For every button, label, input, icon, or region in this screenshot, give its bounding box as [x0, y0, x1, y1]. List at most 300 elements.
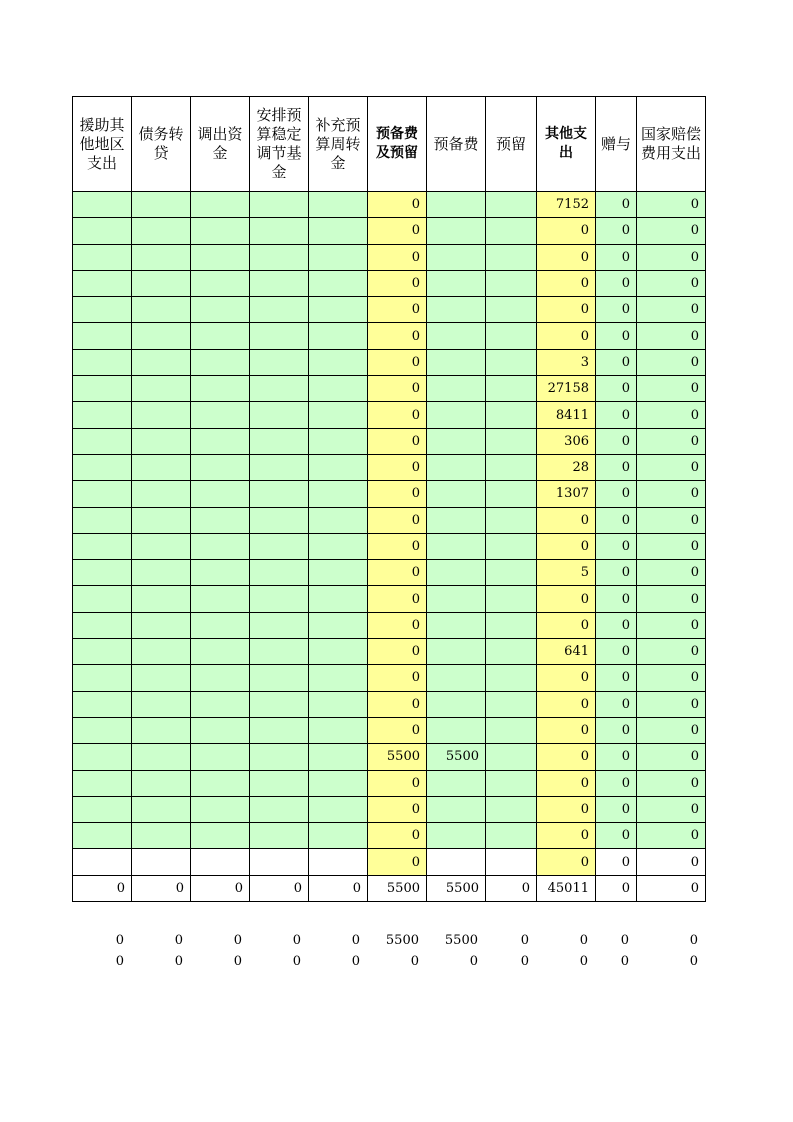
table-cell[interactable] — [132, 297, 191, 323]
table-cell[interactable] — [309, 270, 368, 296]
total-cell[interactable]: 0 — [250, 875, 309, 901]
table-cell[interactable] — [191, 744, 250, 770]
table-cell[interactable] — [427, 849, 486, 875]
table-cell[interactable] — [486, 744, 537, 770]
table-cell[interactable] — [486, 270, 537, 296]
table-cell[interactable] — [73, 218, 132, 244]
col-header-gift[interactable]: 赠与 — [596, 97, 637, 192]
table-cell[interactable] — [427, 192, 486, 218]
table-cell[interactable] — [132, 796, 191, 822]
table-cell[interactable] — [73, 376, 132, 402]
table-cell[interactable] — [73, 796, 132, 822]
table-cell[interactable] — [73, 717, 132, 743]
table-cell[interactable] — [73, 665, 132, 691]
table-cell[interactable] — [73, 823, 132, 849]
table-cell[interactable] — [486, 428, 537, 454]
table-cell[interactable]: 5 — [537, 560, 596, 586]
table-cell[interactable] — [250, 507, 309, 533]
table-cell[interactable] — [250, 376, 309, 402]
table-cell[interactable] — [427, 612, 486, 638]
table-cell[interactable]: 0 — [637, 796, 706, 822]
total-cell[interactable]: 0 — [637, 875, 706, 901]
table-cell[interactable]: 0 — [537, 665, 596, 691]
table-cell[interactable] — [309, 533, 368, 559]
table-cell[interactable]: 0 — [637, 454, 706, 480]
table-cell[interactable] — [427, 823, 486, 849]
table-cell[interactable]: 0 — [596, 665, 637, 691]
table-cell[interactable] — [132, 560, 191, 586]
table-cell[interactable] — [191, 428, 250, 454]
col-header-other-expenditure[interactable]: 其他支出 — [537, 97, 596, 192]
table-cell[interactable]: 5500 — [427, 744, 486, 770]
table-cell[interactable] — [427, 428, 486, 454]
table-cell[interactable] — [73, 428, 132, 454]
table-cell[interactable]: 0 — [368, 691, 427, 717]
table-cell[interactable] — [191, 717, 250, 743]
table-cell[interactable] — [486, 665, 537, 691]
table-cell[interactable] — [486, 218, 537, 244]
table-cell[interactable] — [191, 849, 250, 875]
table-cell[interactable] — [486, 454, 537, 480]
table-cell[interactable]: 0 — [596, 796, 637, 822]
table-cell[interactable]: 0 — [537, 323, 596, 349]
table-cell[interactable] — [309, 717, 368, 743]
table-cell[interactable] — [132, 744, 191, 770]
table-cell[interactable]: 0 — [596, 481, 637, 507]
table-cell[interactable]: 0 — [537, 744, 596, 770]
table-cell[interactable]: 0 — [368, 454, 427, 480]
table-cell[interactable] — [427, 507, 486, 533]
table-cell[interactable] — [486, 533, 537, 559]
table-cell[interactable] — [250, 665, 309, 691]
table-cell[interactable] — [73, 560, 132, 586]
table-cell[interactable] — [73, 270, 132, 296]
table-cell[interactable] — [309, 402, 368, 428]
table-cell[interactable] — [486, 481, 537, 507]
table-cell[interactable]: 0 — [596, 454, 637, 480]
table-cell[interactable]: 641 — [537, 639, 596, 665]
table-cell[interactable]: 0 — [596, 428, 637, 454]
table-cell[interactable]: 0 — [637, 270, 706, 296]
table-cell[interactable]: 0 — [637, 297, 706, 323]
table-cell[interactable]: 0 — [537, 770, 596, 796]
table-cell[interactable]: 1307 — [537, 481, 596, 507]
table-cell[interactable]: 27158 — [537, 376, 596, 402]
table-cell[interactable]: 0 — [596, 823, 637, 849]
table-cell[interactable]: 8411 — [537, 402, 596, 428]
table-cell[interactable] — [191, 507, 250, 533]
table-cell[interactable]: 0 — [637, 717, 706, 743]
table-cell[interactable] — [191, 612, 250, 638]
table-cell[interactable]: 0 — [637, 612, 706, 638]
table-cell[interactable] — [250, 533, 309, 559]
table-cell[interactable]: 0 — [637, 192, 706, 218]
table-cell[interactable] — [73, 533, 132, 559]
table-cell[interactable] — [309, 218, 368, 244]
table-cell[interactable] — [427, 402, 486, 428]
table-cell[interactable] — [250, 270, 309, 296]
table-cell[interactable] — [132, 691, 191, 717]
table-cell[interactable] — [309, 612, 368, 638]
table-cell[interactable]: 0 — [368, 507, 427, 533]
table-cell[interactable]: 0 — [537, 297, 596, 323]
table-cell[interactable] — [309, 849, 368, 875]
table-cell[interactable] — [309, 665, 368, 691]
table-cell[interactable]: 0 — [637, 849, 706, 875]
table-cell[interactable]: 0 — [596, 717, 637, 743]
table-cell[interactable]: 0 — [596, 612, 637, 638]
table-cell[interactable] — [250, 244, 309, 270]
table-cell[interactable]: 0 — [596, 507, 637, 533]
table-cell[interactable]: 0 — [368, 349, 427, 375]
table-cell[interactable] — [250, 612, 309, 638]
table-cell[interactable] — [250, 297, 309, 323]
table-cell[interactable] — [309, 691, 368, 717]
table-cell[interactable] — [486, 823, 537, 849]
table-cell[interactable] — [132, 586, 191, 612]
table-cell[interactable] — [427, 796, 486, 822]
table-cell[interactable]: 0 — [368, 717, 427, 743]
table-cell[interactable] — [73, 323, 132, 349]
table-cell[interactable] — [486, 560, 537, 586]
table-cell[interactable]: 0 — [637, 323, 706, 349]
table-cell[interactable] — [73, 349, 132, 375]
table-cell[interactable] — [309, 244, 368, 270]
table-cell[interactable] — [132, 612, 191, 638]
total-cell[interactable]: 45011 — [537, 875, 596, 901]
table-cell[interactable] — [132, 270, 191, 296]
table-cell[interactable] — [427, 297, 486, 323]
table-cell[interactable] — [250, 744, 309, 770]
table-cell[interactable]: 0 — [368, 376, 427, 402]
table-cell[interactable] — [250, 849, 309, 875]
table-cell[interactable] — [132, 376, 191, 402]
table-cell[interactable] — [250, 192, 309, 218]
table-cell[interactable]: 0 — [537, 796, 596, 822]
table-cell[interactable] — [427, 218, 486, 244]
total-cell[interactable]: 5500 — [368, 875, 427, 901]
table-cell[interactable] — [132, 244, 191, 270]
table-cell[interactable]: 0 — [596, 744, 637, 770]
table-cell[interactable] — [73, 612, 132, 638]
table-cell[interactable] — [309, 428, 368, 454]
table-cell[interactable] — [73, 770, 132, 796]
col-header-debt-onlending[interactable]: 债务转贷 — [132, 97, 191, 192]
table-cell[interactable] — [250, 639, 309, 665]
table-cell[interactable] — [132, 323, 191, 349]
table-cell[interactable]: 0 — [537, 612, 596, 638]
table-cell[interactable] — [191, 454, 250, 480]
table-cell[interactable]: 0 — [368, 192, 427, 218]
table-cell[interactable]: 0 — [537, 586, 596, 612]
table-cell[interactable] — [427, 270, 486, 296]
table-cell[interactable] — [486, 244, 537, 270]
table-cell[interactable] — [132, 533, 191, 559]
table-cell[interactable]: 0 — [637, 481, 706, 507]
table-cell[interactable]: 0 — [596, 849, 637, 875]
table-cell[interactable] — [132, 192, 191, 218]
col-header-reserve-and-retention[interactable]: 预备费及预留 — [368, 97, 427, 192]
table-cell[interactable] — [427, 691, 486, 717]
table-cell[interactable] — [486, 376, 537, 402]
table-cell[interactable]: 0 — [637, 244, 706, 270]
table-cell[interactable]: 5500 — [368, 744, 427, 770]
table-cell[interactable] — [191, 823, 250, 849]
table-cell[interactable] — [191, 665, 250, 691]
table-cell[interactable] — [309, 639, 368, 665]
table-cell[interactable]: 0 — [368, 218, 427, 244]
table-cell[interactable] — [427, 560, 486, 586]
table-cell[interactable] — [191, 349, 250, 375]
table-cell[interactable]: 0 — [637, 533, 706, 559]
table-cell[interactable] — [309, 507, 368, 533]
table-cell[interactable] — [486, 717, 537, 743]
table-cell[interactable] — [486, 297, 537, 323]
table-cell[interactable] — [191, 796, 250, 822]
table-cell[interactable] — [250, 823, 309, 849]
table-cell[interactable] — [309, 192, 368, 218]
table-cell[interactable] — [250, 717, 309, 743]
table-cell[interactable] — [132, 402, 191, 428]
table-cell[interactable]: 0 — [596, 533, 637, 559]
table-cell[interactable] — [191, 297, 250, 323]
table-cell[interactable] — [73, 481, 132, 507]
table-cell[interactable]: 0 — [368, 270, 427, 296]
table-cell[interactable]: 0 — [596, 244, 637, 270]
total-cell[interactable]: 0 — [73, 875, 132, 901]
table-cell[interactable] — [427, 349, 486, 375]
table-cell[interactable] — [486, 770, 537, 796]
table-cell[interactable]: 0 — [596, 770, 637, 796]
table-cell[interactable]: 0 — [368, 323, 427, 349]
col-header-revolving-fund[interactable]: 补充预算周转金 — [309, 97, 368, 192]
table-cell[interactable]: 0 — [537, 533, 596, 559]
table-cell[interactable] — [191, 481, 250, 507]
table-cell[interactable]: 306 — [537, 428, 596, 454]
table-cell[interactable] — [309, 586, 368, 612]
table-cell[interactable] — [132, 507, 191, 533]
table-cell[interactable] — [191, 323, 250, 349]
table-cell[interactable] — [309, 349, 368, 375]
table-cell[interactable] — [132, 849, 191, 875]
col-header-transfer-out[interactable]: 调出资金 — [191, 97, 250, 192]
table-cell[interactable] — [427, 665, 486, 691]
table-cell[interactable]: 0 — [368, 481, 427, 507]
table-cell[interactable] — [486, 349, 537, 375]
table-cell[interactable] — [191, 218, 250, 244]
table-cell[interactable]: 0 — [596, 192, 637, 218]
table-cell[interactable] — [250, 349, 309, 375]
table-cell[interactable] — [427, 770, 486, 796]
table-cell[interactable] — [250, 796, 309, 822]
col-header-reserve[interactable]: 预备费 — [427, 97, 486, 192]
table-cell[interactable] — [132, 770, 191, 796]
table-cell[interactable]: 3 — [537, 349, 596, 375]
table-cell[interactable] — [427, 533, 486, 559]
table-cell[interactable]: 0 — [537, 218, 596, 244]
table-cell[interactable] — [191, 560, 250, 586]
table-cell[interactable] — [73, 744, 132, 770]
table-cell[interactable]: 0 — [368, 560, 427, 586]
table-cell[interactable] — [250, 770, 309, 796]
table-cell[interactable] — [132, 454, 191, 480]
table-cell[interactable]: 0 — [368, 402, 427, 428]
table-cell[interactable]: 0 — [596, 691, 637, 717]
total-cell[interactable]: 0 — [486, 875, 537, 901]
total-cell[interactable]: 0 — [191, 875, 250, 901]
table-cell[interactable] — [191, 639, 250, 665]
table-cell[interactable]: 0 — [637, 691, 706, 717]
table-cell[interactable]: 0 — [368, 796, 427, 822]
table-cell[interactable]: 0 — [596, 639, 637, 665]
table-cell[interactable] — [309, 744, 368, 770]
table-cell[interactable] — [132, 717, 191, 743]
table-cell[interactable]: 0 — [368, 297, 427, 323]
table-cell[interactable] — [486, 691, 537, 717]
col-header-stabilization-fund[interactable]: 安排预算稳定调节基金 — [250, 97, 309, 192]
table-cell[interactable]: 0 — [368, 849, 427, 875]
table-cell[interactable] — [73, 691, 132, 717]
table-cell[interactable] — [427, 586, 486, 612]
table-cell[interactable] — [309, 481, 368, 507]
table-cell[interactable] — [73, 639, 132, 665]
table-cell[interactable] — [250, 481, 309, 507]
table-cell[interactable] — [73, 507, 132, 533]
table-cell[interactable]: 0 — [368, 639, 427, 665]
table-cell[interactable]: 0 — [368, 770, 427, 796]
table-cell[interactable] — [250, 586, 309, 612]
table-cell[interactable] — [309, 323, 368, 349]
table-cell[interactable] — [427, 323, 486, 349]
table-cell[interactable] — [132, 218, 191, 244]
table-cell[interactable]: 0 — [637, 376, 706, 402]
table-cell[interactable]: 0 — [637, 823, 706, 849]
table-cell[interactable]: 0 — [537, 244, 596, 270]
table-cell[interactable] — [486, 586, 537, 612]
table-cell[interactable]: 0 — [637, 744, 706, 770]
total-cell[interactable]: 0 — [596, 875, 637, 901]
table-cell[interactable]: 0 — [637, 639, 706, 665]
table-cell[interactable] — [191, 270, 250, 296]
table-cell[interactable] — [250, 323, 309, 349]
table-cell[interactable]: 0 — [368, 823, 427, 849]
table-cell[interactable]: 0 — [596, 376, 637, 402]
table-cell[interactable] — [486, 796, 537, 822]
total-cell[interactable]: 0 — [309, 875, 368, 901]
table-cell[interactable] — [191, 586, 250, 612]
table-cell[interactable] — [73, 586, 132, 612]
table-cell[interactable]: 0 — [637, 507, 706, 533]
table-cell[interactable] — [427, 376, 486, 402]
table-cell[interactable] — [73, 402, 132, 428]
table-cell[interactable]: 0 — [596, 218, 637, 244]
table-cell[interactable] — [250, 428, 309, 454]
col-header-retention[interactable]: 预留 — [486, 97, 537, 192]
table-cell[interactable] — [486, 849, 537, 875]
table-cell[interactable] — [309, 796, 368, 822]
table-cell[interactable] — [427, 717, 486, 743]
table-cell[interactable] — [250, 691, 309, 717]
table-cell[interactable]: 28 — [537, 454, 596, 480]
table-cell[interactable] — [250, 454, 309, 480]
table-cell[interactable]: 0 — [637, 770, 706, 796]
table-cell[interactable] — [309, 454, 368, 480]
table-cell[interactable]: 0 — [368, 586, 427, 612]
table-cell[interactable]: 0 — [596, 560, 637, 586]
table-cell[interactable] — [191, 192, 250, 218]
table-cell[interactable] — [191, 691, 250, 717]
table-cell[interactable]: 0 — [637, 586, 706, 612]
table-cell[interactable]: 0 — [368, 244, 427, 270]
table-cell[interactable] — [309, 376, 368, 402]
table-cell[interactable] — [486, 612, 537, 638]
table-cell[interactable] — [486, 507, 537, 533]
table-cell[interactable]: 0 — [368, 533, 427, 559]
table-cell[interactable]: 0 — [637, 560, 706, 586]
table-cell[interactable] — [191, 402, 250, 428]
table-cell[interactable] — [250, 402, 309, 428]
table-cell[interactable] — [132, 665, 191, 691]
table-cell[interactable] — [132, 639, 191, 665]
table-cell[interactable]: 0 — [637, 428, 706, 454]
col-header-state-compensation[interactable]: 国家赔偿费用支出 — [637, 97, 706, 192]
table-cell[interactable]: 0 — [596, 349, 637, 375]
table-cell[interactable]: 0 — [596, 297, 637, 323]
table-cell[interactable] — [427, 639, 486, 665]
table-cell[interactable] — [73, 849, 132, 875]
table-cell[interactable] — [309, 560, 368, 586]
table-cell[interactable] — [250, 560, 309, 586]
table-cell[interactable]: 0 — [537, 691, 596, 717]
table-cell[interactable] — [191, 770, 250, 796]
table-cell[interactable] — [250, 218, 309, 244]
table-cell[interactable] — [132, 823, 191, 849]
table-cell[interactable] — [132, 481, 191, 507]
table-cell[interactable] — [427, 481, 486, 507]
table-cell[interactable]: 0 — [596, 586, 637, 612]
table-cell[interactable] — [427, 244, 486, 270]
table-cell[interactable]: 0 — [596, 402, 637, 428]
table-cell[interactable] — [427, 454, 486, 480]
table-cell[interactable]: 0 — [537, 717, 596, 743]
table-cell[interactable]: 0 — [637, 402, 706, 428]
table-cell[interactable]: 0 — [368, 428, 427, 454]
table-cell[interactable] — [132, 349, 191, 375]
table-cell[interactable]: 0 — [537, 823, 596, 849]
table-cell[interactable] — [486, 402, 537, 428]
table-cell[interactable] — [486, 639, 537, 665]
table-cell[interactable] — [486, 323, 537, 349]
table-cell[interactable] — [191, 533, 250, 559]
table-cell[interactable] — [191, 244, 250, 270]
table-cell[interactable] — [191, 376, 250, 402]
table-cell[interactable]: 7152 — [537, 192, 596, 218]
table-cell[interactable] — [73, 454, 132, 480]
total-cell[interactable]: 0 — [132, 875, 191, 901]
table-cell[interactable] — [132, 428, 191, 454]
table-cell[interactable]: 0 — [537, 849, 596, 875]
table-cell[interactable]: 0 — [596, 323, 637, 349]
table-cell[interactable] — [73, 297, 132, 323]
table-cell[interactable] — [73, 244, 132, 270]
table-cell[interactable]: 0 — [537, 270, 596, 296]
table-cell[interactable]: 0 — [368, 665, 427, 691]
table-cell[interactable]: 0 — [368, 612, 427, 638]
table-cell[interactable]: 0 — [637, 349, 706, 375]
col-header-aid-other-regions[interactable]: 援助其他地区支出 — [73, 97, 132, 192]
table-cell[interactable] — [486, 192, 537, 218]
total-cell[interactable]: 5500 — [427, 875, 486, 901]
